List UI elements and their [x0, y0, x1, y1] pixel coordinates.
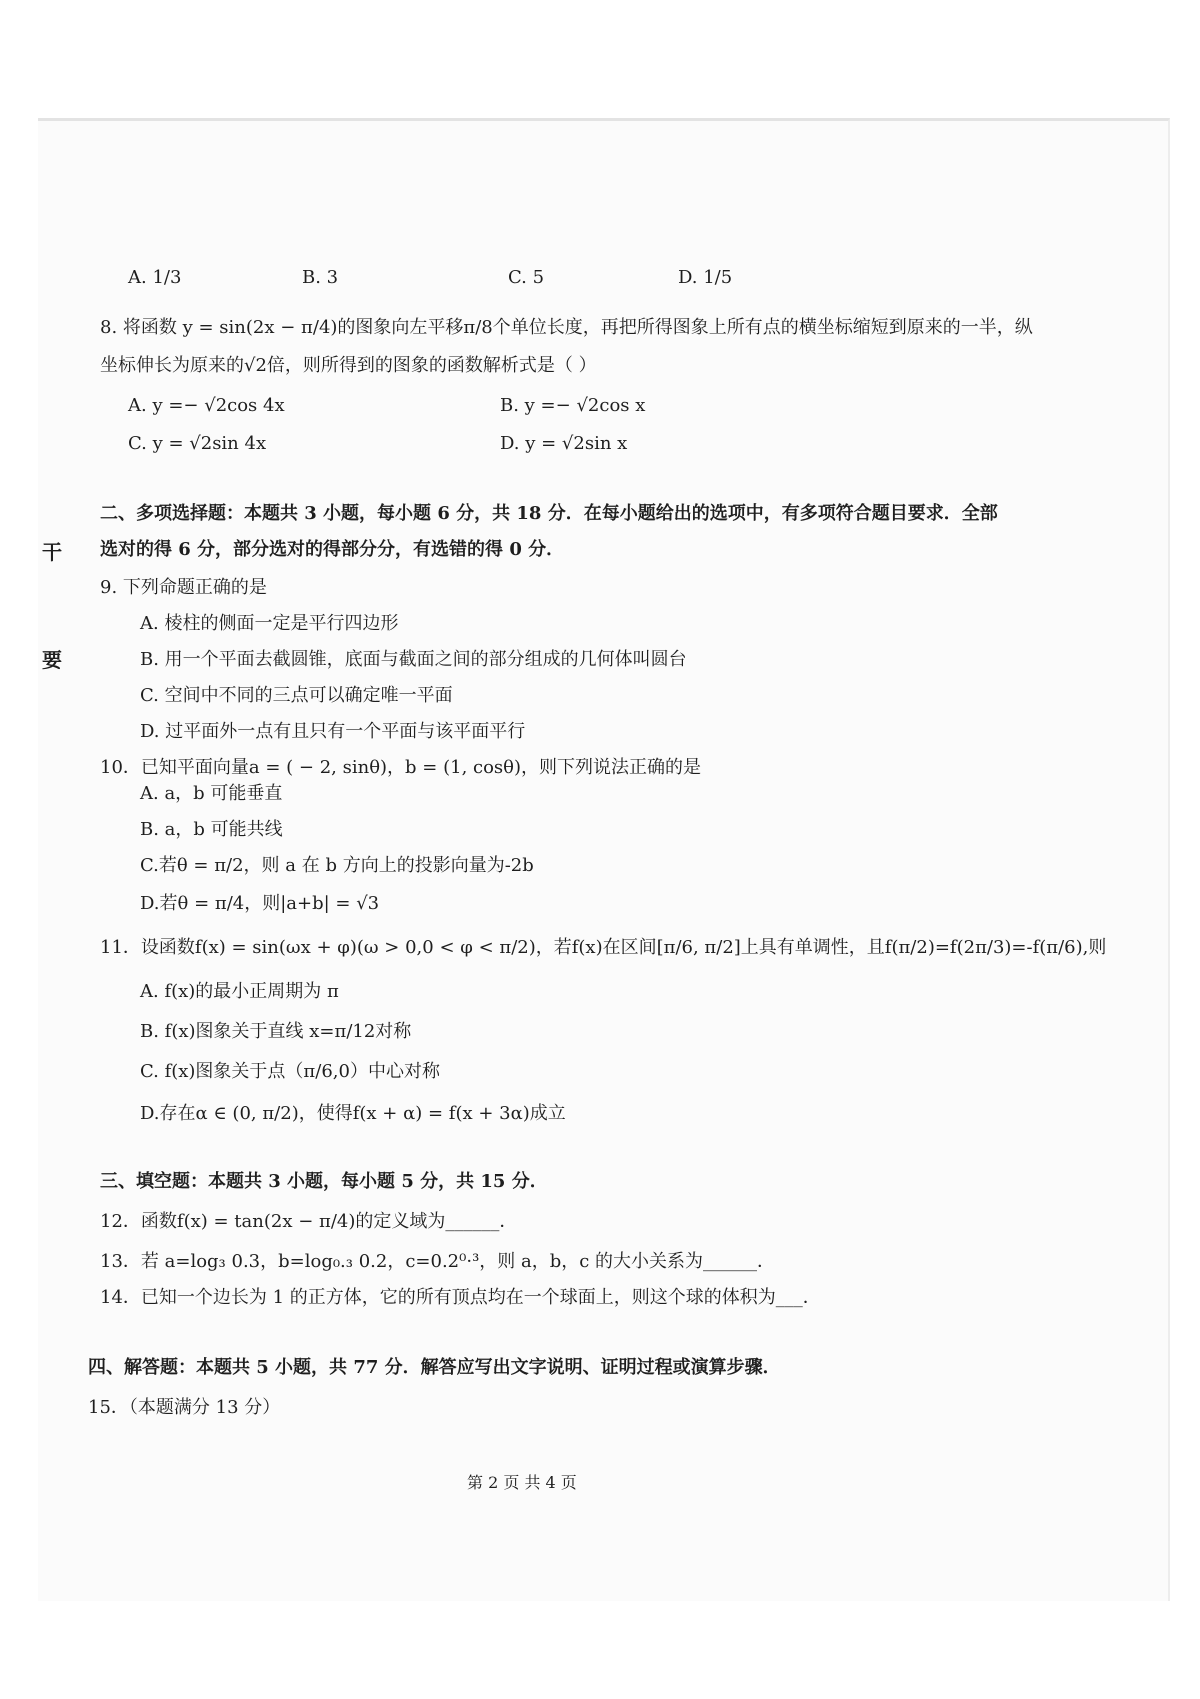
- q9-option-b: B. 用一个平面去截圆锥，底面与截面之间的部分组成的几何体叫圆台: [140, 649, 687, 670]
- q15: 15．（本题满分 13 分）: [88, 1397, 281, 1418]
- q8-option-c: C. y = √2sin 4x: [128, 433, 267, 454]
- q10-stem: 10．已知平面向量a = ( − 2, sinθ)，b = (1, cosθ)，则下列说法正确的是: [100, 757, 702, 778]
- q8-option-a: A. y =− √2cos 4x: [128, 395, 285, 416]
- q11-option-d: D.存在α ∈ (0, π/2)，使得f(x + α) = f(x + 3α)成立: [140, 1103, 566, 1124]
- q9-option-d: D. 过平面外一点有且只有一个平面与该平面平行: [140, 721, 526, 742]
- q13: 13．若 a=log₃ 0.3，b=log₀.₃ 0.2，c=0.2⁰·³，则 a，b，c 的大小关系为______．: [100, 1251, 776, 1272]
- q14: 14．已知一个边长为 1 的正方体，它的所有顶点均在一个球面上，则这个球的体积为___．: [100, 1287, 821, 1308]
- q7-option-d: D. 1/5: [678, 267, 733, 288]
- q7-option-a: A. 1/3: [128, 267, 182, 288]
- q11-option-b: B. f(x)图象关于直线 x=π/12对称: [140, 1021, 412, 1042]
- margin-char-top: 干: [42, 540, 62, 564]
- q10-option-b: B. a，b 可能共线: [140, 819, 283, 840]
- q10-option-a: A. a，b 可能垂直: [140, 783, 283, 804]
- q12: 12．函数f(x) = tan(2x − π/4)的定义域为______．: [100, 1211, 518, 1232]
- q9-stem: 9. 下列命题正确的是: [100, 577, 267, 598]
- section4-heading: 四、解答题：本题共 5 小题，共 77 分．解答应写出文字说明、证明过程或演算步骤．: [88, 1357, 781, 1378]
- margin-char-bottom: 要: [42, 648, 62, 672]
- q9-option-c: C. 空间中不同的三点可以确定唯一平面: [140, 685, 453, 706]
- section3-heading: 三、填空题：本题共 3 小题，每小题 5 分，共 15 分．: [100, 1171, 548, 1192]
- q11-option-a: A. f(x)的最小正周期为 π: [140, 981, 339, 1002]
- q11-option-c: C. f(x)图象关于点（π/6,0）中心对称: [140, 1061, 440, 1082]
- q10-option-c: C.若θ = π/2，则 a 在 b 方向上的投影向量为-2b: [140, 855, 534, 876]
- q8-stem-line-1: 8. 将函数 y = sin(2x − π/4)的图象向左平移π/8个单位长度，再把所得图象上所有点的横坐标缩短到原来的一半，纵: [100, 317, 1033, 338]
- q11-stem: 11．设函数f(x) = sin(ωx + φ)(ω > 0,0 < φ < π/2)，若f(x)在区间[π/6, π/2]上具有单调性，且f(π/2)=f(2π/3)=-f(π/6),则: [100, 937, 1107, 958]
- page-number: 第 2 页 共 4 页: [467, 1473, 577, 1492]
- q7-option-b: B. 3: [302, 267, 339, 288]
- q9-option-a: A. 棱柱的侧面一定是平行四边形: [140, 613, 399, 634]
- q10-option-d: D.若θ = π/4，则|a+b| = √3: [140, 893, 380, 914]
- q7-option-c: C. 5: [508, 267, 545, 288]
- q8-option-b: B. y =− √2cos x: [500, 395, 646, 416]
- section2-heading-line-1: 二、多项选择题：本题共 3 小题，每小题 6 分，共 18 分．在每小题给出的选项中，有多项符合题目要求．全部: [100, 503, 998, 524]
- section2-heading-line-2: 选对的得 6 分，部分选对的得部分分，有选错的得 0 分．: [100, 539, 565, 560]
- q8-option-d: D. y = √2sin x: [500, 433, 628, 454]
- q8-stem-line-2: 坐标伸长为原来的√2倍，则所得到的图象的函数解析式是（ ）: [100, 355, 597, 376]
